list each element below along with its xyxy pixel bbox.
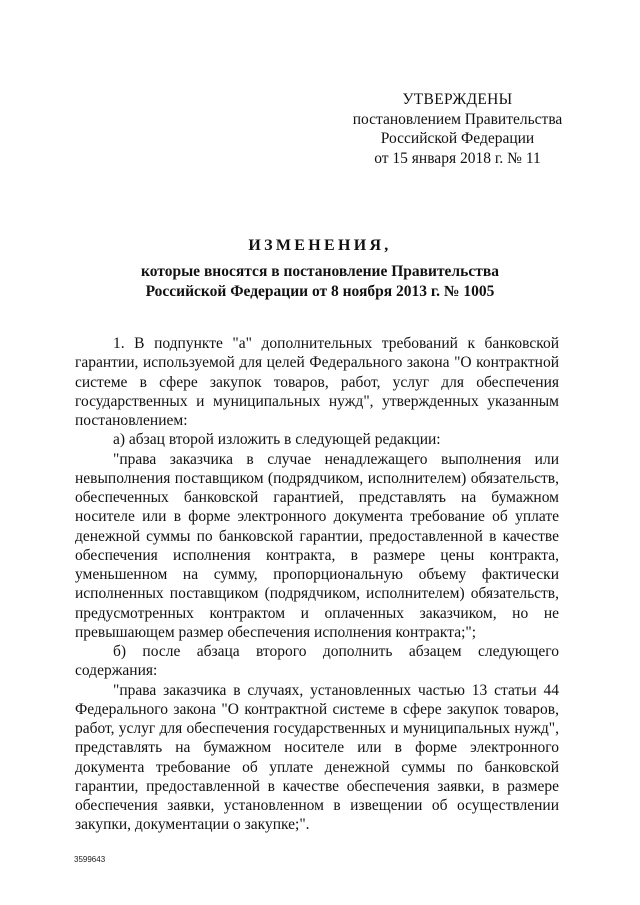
paragraph-subitem-a: а) абзац второй изложить в следующей редакции:: [113, 431, 441, 449]
document-subtitle-line-1: которые вносятся в постановление Правительства: [141, 263, 499, 280]
document-subtitle-line-2: Российской Федерации от 8 ноября 2013 г. № 1005: [145, 283, 495, 300]
paragraph-item-1: 1. В подпункте "а" дополнительных требований к банковской гарантии, используемой для целей Федерального закона "О контрактной системе в сфере закупок товаров, работ, услуг для обеспечения государственных и муниципальных нужд", утвержденных указанным постановлением:: [75, 335, 559, 429]
paragraph-quote-a: "права заказчика в случае ненадлежащего выполнения или невыполнения поставщиком (подрядчиком, исполнителем) обязательств, обеспеченных банковской гарантией, представлять на бумажном носителе или в форме электронного документа требование об уплате денежной суммы по банковской гарантии, предоставленной в качестве обеспечения исполнения контракта, в размере цены контракта, уменьшенном на сумму, пропорциональную объему фактически исполненных поставщиком (подрядчиком, исполнителем) обязательств, предусмотренных контрактом и оплаченных заказчиком, но не превышающем размер обеспечения исполнения контракта;";: [75, 450, 559, 641]
document-body: [75, 334, 559, 835]
approval-title: УТВЕРЖДЕНЫ: [402, 91, 513, 108]
document-subtitle: [0, 262, 640, 302]
approval-block: [340, 90, 575, 168]
approval-line-1: постановлением Правительства: [352, 110, 563, 128]
document-code: 3599643: [74, 855, 106, 864]
paragraph-quote-b: "права заказчика в случаях, установленных частью 13 статьи 44 Федерального закона "О контрактной системе в сфере закупок товаров, работ, услуг для обеспечения государственных и муниципальных нужд", представлять на бумажном носителе или в форме электронного документа требование об уплате денежной суммы по банковской гарантии, предоставленной в качестве обеспечения заявки, в размере обеспечения заявки, установленном в извещении об осуществлении закупки, документации о закупке;".: [75, 681, 559, 834]
document-title: ИЗМЕНЕНИЯ,: [248, 237, 392, 254]
approval-line-2: Российской Федерации: [380, 130, 535, 147]
paragraph-subitem-b: б) после абзаца второго дополнить абзацем следующего содержания:: [75, 643, 559, 680]
approval-line-3: от 15 января 2018 г. № 11: [374, 149, 541, 167]
